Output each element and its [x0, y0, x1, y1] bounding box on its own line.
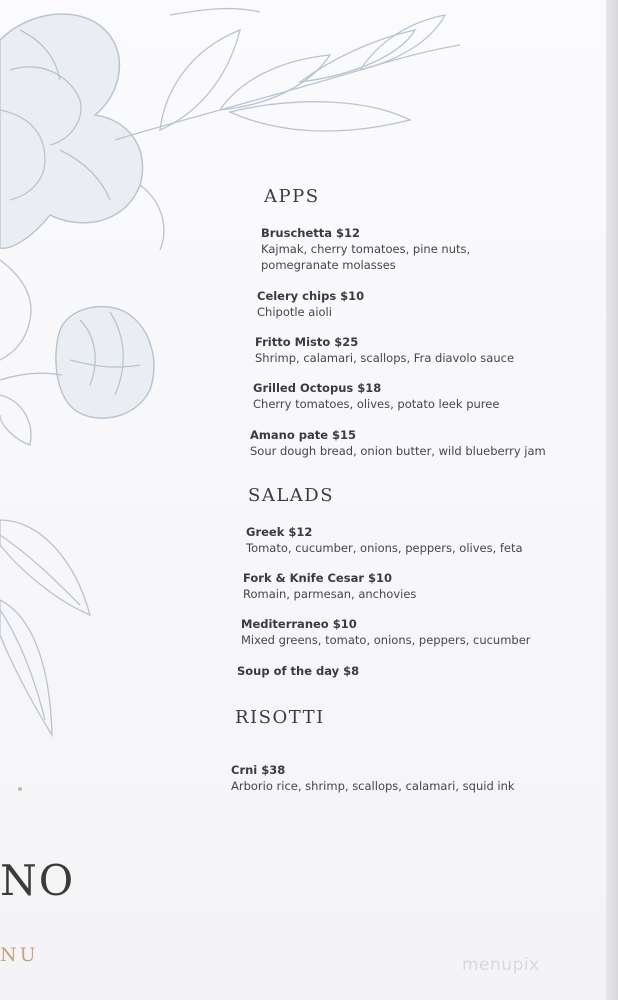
- menu-item-mediterraneo: [241, 617, 581, 648]
- item-description: Shrimp, calamari, scallops, Fra diavolo sauce: [255, 351, 515, 365]
- item-description: Chipotle aioli: [257, 305, 332, 319]
- menu-item-celery-chips: [257, 289, 597, 320]
- item-name: Celery chips $10: [257, 289, 365, 303]
- item-description: Tomato, cucumber, onions, peppers, olives, feta: [246, 541, 523, 555]
- menu-item-fritto-misto: [255, 335, 595, 366]
- item-description: Arborio rice, shrimp, scallops, calamari, squid ink: [231, 779, 515, 793]
- menu-item-fork-knife-cesar: [243, 571, 583, 602]
- item-description: Mixed greens, tomato, onions, peppers, cucumber: [241, 633, 531, 647]
- menu-item-crni: [231, 763, 571, 794]
- item-name: Soup of the day $8: [237, 664, 360, 678]
- menu-item-soup-of-the-day: [237, 664, 577, 679]
- page-edge: [606, 0, 618, 1000]
- item-description: Sour dough bread, onion butter, wild blueberry jam: [250, 444, 546, 458]
- item-name: Bruschetta $12: [261, 226, 361, 240]
- item-description: Romain, parmesan, anchovies: [243, 587, 417, 601]
- section-title-risotti: RISOTTI: [235, 707, 325, 728]
- item-name: Grilled Octopus $18: [253, 381, 382, 395]
- item-name: Fork & Knife Cesar $10: [243, 571, 393, 585]
- item-name: Mediterraneo $10: [241, 617, 357, 631]
- item-name: Fritto Misto $25: [255, 335, 359, 349]
- menu-item-greek: [246, 525, 586, 556]
- item-name: Greek $12: [246, 525, 313, 539]
- item-description: Cherry tomatoes, olives, potato leek puree: [253, 397, 500, 411]
- decorative-dot: [18, 787, 22, 791]
- restaurant-name-fragment: NO: [0, 856, 76, 905]
- menu-item-grilled-octopus: [253, 381, 593, 412]
- item-name: Amano pate $15: [250, 428, 357, 442]
- menu-label-fragment: NU: [0, 944, 39, 966]
- watermark: menupix: [462, 955, 540, 975]
- section-title-salads: SALADS: [248, 485, 335, 506]
- item-name: Crni $38: [231, 763, 286, 777]
- menu-item-amano-pate: [250, 428, 590, 459]
- menu-item-bruschetta: [261, 226, 601, 273]
- section-title-apps: APPS: [264, 186, 320, 207]
- item-description: Kajmak, cherry tomatoes, pine nuts, pomegranate molasses: [261, 242, 471, 272]
